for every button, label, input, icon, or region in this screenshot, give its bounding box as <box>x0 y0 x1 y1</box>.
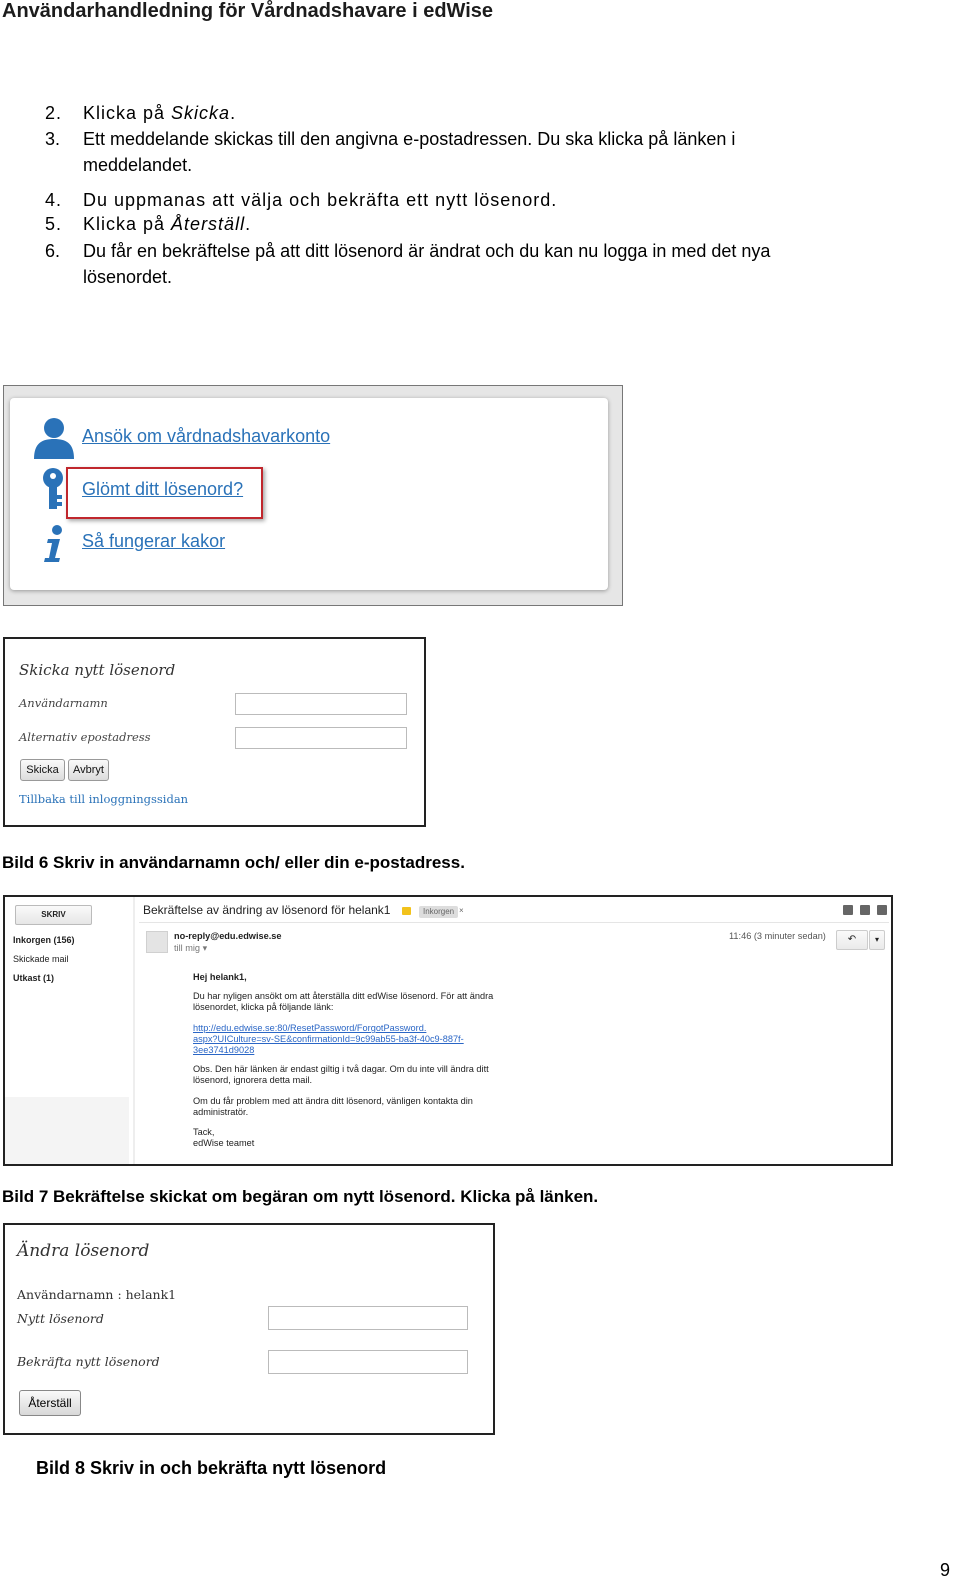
email-body-line: Du har nyligen ansökt om att återställa ditt edWise lösenord. För att ändra <box>193 991 494 1001</box>
archive-icon[interactable] <box>843 905 853 915</box>
step-number: 2. <box>45 103 63 123</box>
reset-button[interactable]: Återställ <box>19 1390 81 1416</box>
email-body-line: administratör. <box>193 1107 249 1117</box>
key-icon <box>40 467 66 511</box>
reset-link[interactable]: aspx?UICulture=sv-SE&confirmationId=9c99ab55-ba3f-40c9-887f- <box>193 1034 464 1044</box>
new-password-label: Nytt lösenord <box>17 1311 104 1326</box>
chevron-down-icon: ▾ <box>202 943 208 953</box>
change-password-form <box>3 1223 495 1435</box>
cancel-button[interactable]: Avbryt <box>68 759 109 781</box>
step-number: 3. <box>45 129 61 149</box>
email-screenshot <box>3 895 893 1166</box>
send-password-form <box>3 637 426 827</box>
form-heading: Ändra lösenord <box>17 1241 150 1261</box>
new-password-input[interactable] <box>268 1306 468 1330</box>
caption-8: Bild 8 Skriv in och bekräfta nytt lösenord <box>36 1458 387 1478</box>
reset-link[interactable]: 3ee3741d9028 <box>193 1045 255 1055</box>
reply-button[interactable] <box>836 930 868 950</box>
divider <box>133 897 135 1164</box>
step-number: 4. <box>45 190 63 210</box>
recipient-line[interactable]: till mig ▾ <box>174 943 208 953</box>
sender-address: no-reply@edu.edwise.se <box>174 931 282 941</box>
forgot-password-link[interactable]: Glömt ditt lösenord? <box>82 479 244 499</box>
email-subject: Bekräftelse av ändring av lösenord för helank1 <box>143 903 391 917</box>
email-body-line: Om du får problem med att ändra ditt lösenord, vänligen kontakta din <box>193 1096 473 1106</box>
email-label: Alternativ epostadress <box>19 730 151 744</box>
caption-6: Bild 6 Skriv in användarnamn och/ eller din e-postadress. <box>2 853 465 872</box>
username-label: Användarnamn <box>19 696 108 710</box>
email-greeting: Hej helank1, <box>193 972 247 982</box>
sidebar-bottom <box>5 1097 129 1164</box>
step-text: Du uppmanas att välja och bekräfta ett nytt lösenord. <box>83 190 558 210</box>
highlight-box <box>66 467 263 519</box>
username-line: Användarnamn : helank1 <box>17 1287 177 1302</box>
page-number: 9 <box>940 1560 951 1580</box>
form-heading: Skicka nytt lösenord <box>19 661 176 679</box>
confirm-password-label: Bekräfta nytt lösenord <box>17 1354 160 1369</box>
new-window-icon[interactable] <box>877 905 887 915</box>
email-body-line: lösenord, ignorera detta mail. <box>193 1075 312 1085</box>
tag-close-icon[interactable]: × <box>459 906 464 915</box>
info-icon <box>42 524 66 564</box>
compose-button[interactable]: SKRIV <box>15 905 92 925</box>
folder-inbox[interactable]: Inkorgen (156) <box>13 935 75 945</box>
label-icon <box>402 907 411 915</box>
email-body-line: lösenordet, klicka på följande länk: <box>193 1002 334 1012</box>
more-options-button[interactable] <box>869 930 885 950</box>
step-text: Klicka på Skicka. <box>83 103 237 123</box>
step-text: Du får en bekräftelse på att ditt lösenord är ändrat och du kan nu logga in med det nya lösenordet. <box>83 241 771 287</box>
avatar <box>146 931 168 953</box>
caption-7: Bild 7 Bekräftelse skickat om begäran om nytt lösenord. Klicka på länken. <box>2 1187 599 1206</box>
cookies-info-link[interactable]: Så fungerar kakor <box>82 531 226 551</box>
print-icon[interactable] <box>860 905 870 915</box>
step-text: Ett meddelande skickas till den angivna e-postadressen. Du ska klicka på länken i meddelandet. <box>83 129 736 175</box>
inbox-tag[interactable]: Inkorgen <box>419 906 458 918</box>
user-icon <box>32 415 76 459</box>
email-time: 11:46 (3 minuter sedan) <box>729 931 826 941</box>
reply-icon: ↶ <box>847 934 857 945</box>
reset-link[interactable]: http://edu.edwise.se:80/ResetPassword/ForgotPassword. <box>193 1023 427 1033</box>
confirm-password-input[interactable] <box>268 1350 468 1374</box>
email-signature: edWise teamet <box>193 1138 255 1148</box>
folder-drafts[interactable]: Utkast (1) <box>13 973 55 983</box>
step-text: Klicka på Återställ. <box>83 214 252 234</box>
back-to-login-link[interactable]: Tillbaka till inloggningssidan <box>19 792 189 806</box>
step-number: 5. <box>45 214 63 234</box>
send-button[interactable]: Skicka <box>20 759 65 781</box>
folder-sent[interactable]: Skickade mail <box>13 954 69 964</box>
mail-sidebar <box>5 897 129 1097</box>
username-input[interactable] <box>235 693 407 715</box>
chevron-down-icon: ▾ <box>874 935 879 944</box>
email-signature: Tack, <box>193 1127 215 1137</box>
step-number: 6. <box>45 241 61 261</box>
email-body-line: Obs. Den här länken är endast giltig i två dagar. Om du inte vill ändra ditt <box>193 1064 489 1074</box>
email-input[interactable] <box>235 727 407 749</box>
document-title: Användarhandledning för Vårdnadshavare i edWise <box>2 0 494 22</box>
divider <box>139 922 889 923</box>
apply-account-link[interactable]: Ansök om vårdnadshavarkonto <box>82 426 331 446</box>
